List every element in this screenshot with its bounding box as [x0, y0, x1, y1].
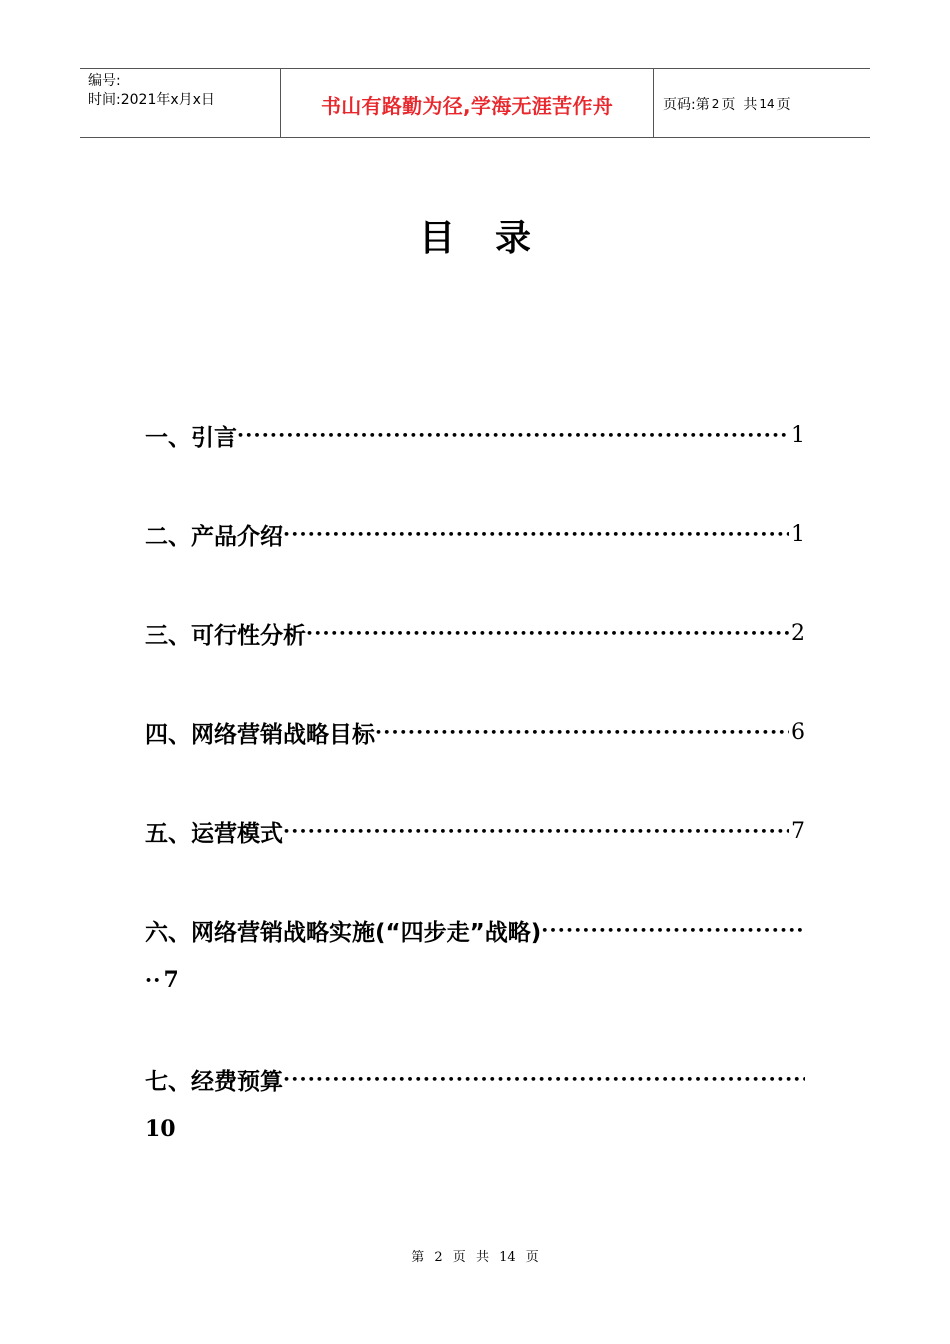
page-header: [80, 68, 870, 138]
toc-leader-dots: [283, 818, 789, 844]
toc-entry-label: 七、经费预算: [145, 1068, 283, 1095]
toc-entry-page: 6: [791, 719, 805, 745]
toc-entry[interactable]: [145, 1059, 805, 1149]
document-number: 编号:: [88, 73, 121, 89]
toc-leader-dots: [237, 422, 789, 448]
page-title: 目录: [418, 218, 571, 259]
toc-entry-label: 四、网络营销战略目标: [145, 721, 375, 748]
toc-entry-label: 三、可行性分析: [145, 622, 306, 649]
header-meta: [80, 69, 281, 137]
toc-entry-label: 一、引言: [145, 424, 237, 451]
toc-leader-dots: [375, 719, 789, 745]
page-info-total-suffix: 页: [776, 97, 791, 113]
page-info-current: 2: [711, 97, 720, 111]
toc-entry[interactable]: [145, 415, 805, 455]
footer-total-pages: 14: [499, 1250, 516, 1265]
toc-leader-dots: [283, 1066, 805, 1092]
toc-entry[interactable]: [145, 712, 805, 752]
toc-entry-page: 7: [791, 818, 805, 844]
toc-entry[interactable]: [145, 514, 805, 554]
page-info-total: 14: [759, 97, 775, 111]
toc-entry-label: 五、运营模式: [145, 820, 283, 847]
toc-leader-dots: [541, 917, 805, 943]
page-info-page-word: 页: [721, 97, 736, 113]
toc-leader-dots: [306, 620, 789, 646]
motto-text: 书山有路勤为径,学海无涯苦作舟: [320, 93, 614, 118]
toc-leader-dots: [283, 521, 789, 547]
document-time: 时间:2021年x月x日: [88, 92, 215, 108]
toc-entry-label: 二、产品介绍: [145, 523, 283, 550]
table-of-contents: [145, 415, 805, 1149]
toc-entry-page: 2: [791, 620, 805, 646]
footer-total-suffix: 页: [525, 1250, 539, 1265]
toc-entry-label: 六、网络营销战略实施(“四步走”战略): [145, 919, 542, 946]
header-page-info: [654, 69, 870, 137]
toc-entry-page: 7: [163, 967, 179, 993]
toc-entry[interactable]: [145, 910, 805, 1000]
header-motto: [281, 69, 654, 137]
toc-leader-dots: ••: [145, 973, 162, 987]
footer-page-word: 页: [452, 1250, 466, 1265]
toc-entry[interactable]: [145, 613, 805, 653]
page-info-total-prefix: 共: [743, 97, 758, 113]
page-footer: [0, 1246, 950, 1265]
footer-prefix: 第: [411, 1250, 425, 1265]
footer-current-page: 2: [434, 1250, 443, 1265]
toc-entry-page: 1: [791, 521, 805, 547]
toc-entry-page: 1: [791, 422, 805, 448]
toc-entry[interactable]: [145, 811, 805, 851]
toc-entry-page: 10: [145, 1116, 176, 1142]
footer-total-prefix: 共: [475, 1250, 489, 1265]
page-info-prefix: 页码:第: [663, 97, 710, 113]
